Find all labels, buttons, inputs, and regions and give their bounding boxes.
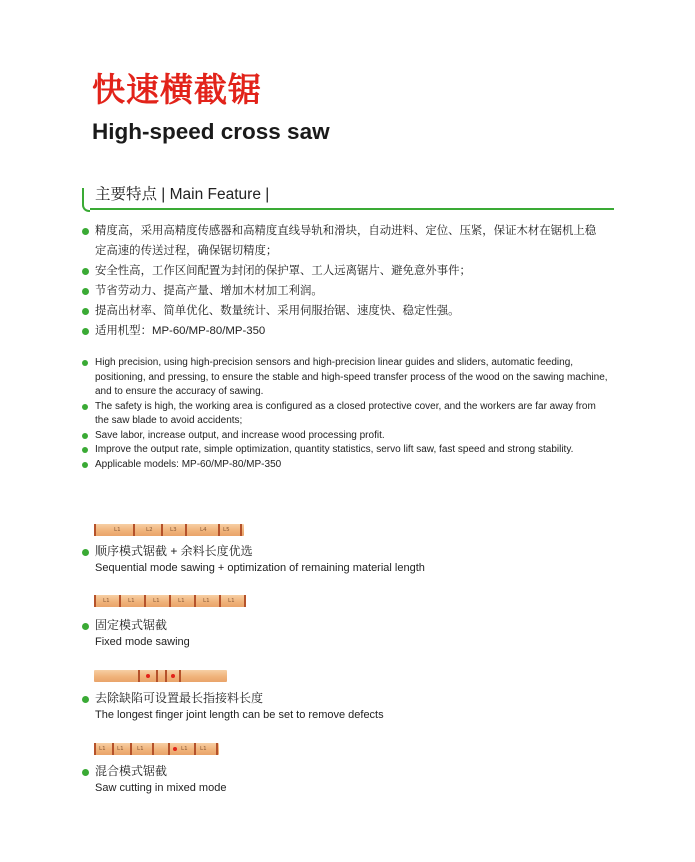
page-title-cn: 快速横截锯	[92, 70, 262, 109]
mode-title-en: The longest finger joint length can be set to remove defects	[95, 709, 384, 721]
cut-line	[144, 595, 146, 607]
cut-line	[165, 670, 167, 682]
cut-line	[94, 595, 96, 607]
wood-strip-mixed	[94, 743, 219, 755]
segment-label: L1	[178, 598, 185, 604]
cut-line	[194, 595, 196, 607]
section-header	[82, 180, 614, 212]
feature-item-cn: 适用机型：MP-60/MP-80/MP-350	[82, 321, 607, 341]
cut-line	[169, 595, 171, 607]
feature-list-cn	[82, 221, 607, 341]
cut-line	[156, 670, 158, 682]
wood-strip-sequential	[94, 524, 244, 536]
mode-fixed	[82, 617, 642, 650]
mode-title-cn: 固定模式锯截	[82, 617, 642, 634]
cut-line	[219, 595, 221, 607]
cut-line	[130, 743, 132, 755]
segment-label: L1	[99, 746, 106, 752]
cut-line	[138, 670, 140, 682]
cut-line	[218, 524, 220, 536]
cut-line	[152, 743, 154, 755]
cut-line	[133, 524, 135, 536]
segment-label: L5	[223, 527, 230, 533]
mode-mixed	[82, 763, 642, 796]
mode-title-cn: 混合模式锯截	[82, 763, 642, 780]
cut-line	[179, 670, 181, 682]
mode-title-en: Saw cutting in mixed mode	[95, 782, 227, 794]
segment-label: L1	[181, 746, 188, 752]
cut-line	[94, 524, 96, 536]
feature-item-cn: 安全性高，工作区间配置为封闭的保护罩、工人远离锯片、避免意外事件；	[82, 261, 607, 281]
mode-title-en: Sequential mode sawing + optimization of remaining material length	[95, 562, 425, 574]
mode-title-en: Fixed mode sawing	[95, 636, 190, 648]
segment-label: L3	[170, 527, 177, 533]
cut-line	[112, 743, 114, 755]
section-divider	[90, 208, 614, 210]
segment-label: L1	[103, 598, 110, 604]
wood-strip-defect	[94, 670, 227, 682]
segment-label: L1	[128, 598, 135, 604]
cut-line	[216, 743, 218, 755]
cut-line	[194, 743, 196, 755]
segment-label: L1	[228, 598, 235, 604]
feature-list-en	[82, 356, 612, 472]
feature-item-en: The safety is high, the working area is configured as a closed protective cover, and the workers are far away from the saw blade to avoid accidents;	[82, 400, 612, 429]
segment-label: L4	[200, 527, 207, 533]
feature-item-cn: 精度高，采用高精度传感器和高精度直线导轨和滑块，自动进料、定位、压紧，保证木材在锯机上稳定高速的传送过程，确保锯切精度；	[82, 221, 607, 261]
section-heading: 主要特点 | Main Feature |	[95, 186, 270, 203]
feature-item-en: Save labor, increase output, and increase wood processing profit.	[82, 429, 612, 444]
mode-defect	[82, 690, 642, 723]
cut-line	[244, 595, 246, 607]
page-title-en: High-speed cross saw	[92, 119, 330, 144]
segment-label: L2	[146, 527, 153, 533]
feature-item-en: Applicable models: MP-60/MP-80/MP-350	[82, 458, 612, 473]
segment-label: L1	[114, 527, 121, 533]
mode-title-cn: 去除缺陷可设置最长指接料长度	[82, 690, 642, 707]
feature-item-en: Improve the output rate, simple optimization, quantity statistics, servo lift saw, fast speed and strong stability.	[82, 443, 612, 458]
segment-label: L1	[153, 598, 160, 604]
segment-label: L1	[117, 746, 124, 752]
segment-label: L1	[137, 746, 144, 752]
defect-marker	[171, 674, 175, 678]
section-bracket-icon	[82, 188, 90, 212]
wood-strip-fixed	[94, 595, 246, 607]
cut-line	[240, 524, 242, 536]
feature-item-en: High precision, using high-precision sensors and high-precision linear guides and sliders, automatic feeding, positioning, and pressing, to ensure the stable and high-speed transfer process of the wood on the sawing machine, and to ensure the accuracy of sawing.	[82, 356, 612, 400]
segment-label: L1	[200, 746, 207, 752]
segment-label: L1	[203, 598, 210, 604]
mode-title-cn: 顺序模式锯截 + 余料长度优选	[82, 543, 642, 560]
cut-line	[119, 595, 121, 607]
defect-marker	[173, 747, 177, 751]
cut-line	[168, 743, 170, 755]
cut-line	[161, 524, 163, 536]
feature-item-cn: 节省劳动力、提高产量、增加木材加工利润。	[82, 281, 607, 301]
cut-line	[185, 524, 187, 536]
defect-marker	[146, 674, 150, 678]
cut-line	[94, 743, 96, 755]
mode-sequential	[82, 543, 642, 576]
feature-item-cn: 提高出材率、简单优化、数量统计、采用伺服抬锯、速度快、稳定性强。	[82, 301, 607, 321]
